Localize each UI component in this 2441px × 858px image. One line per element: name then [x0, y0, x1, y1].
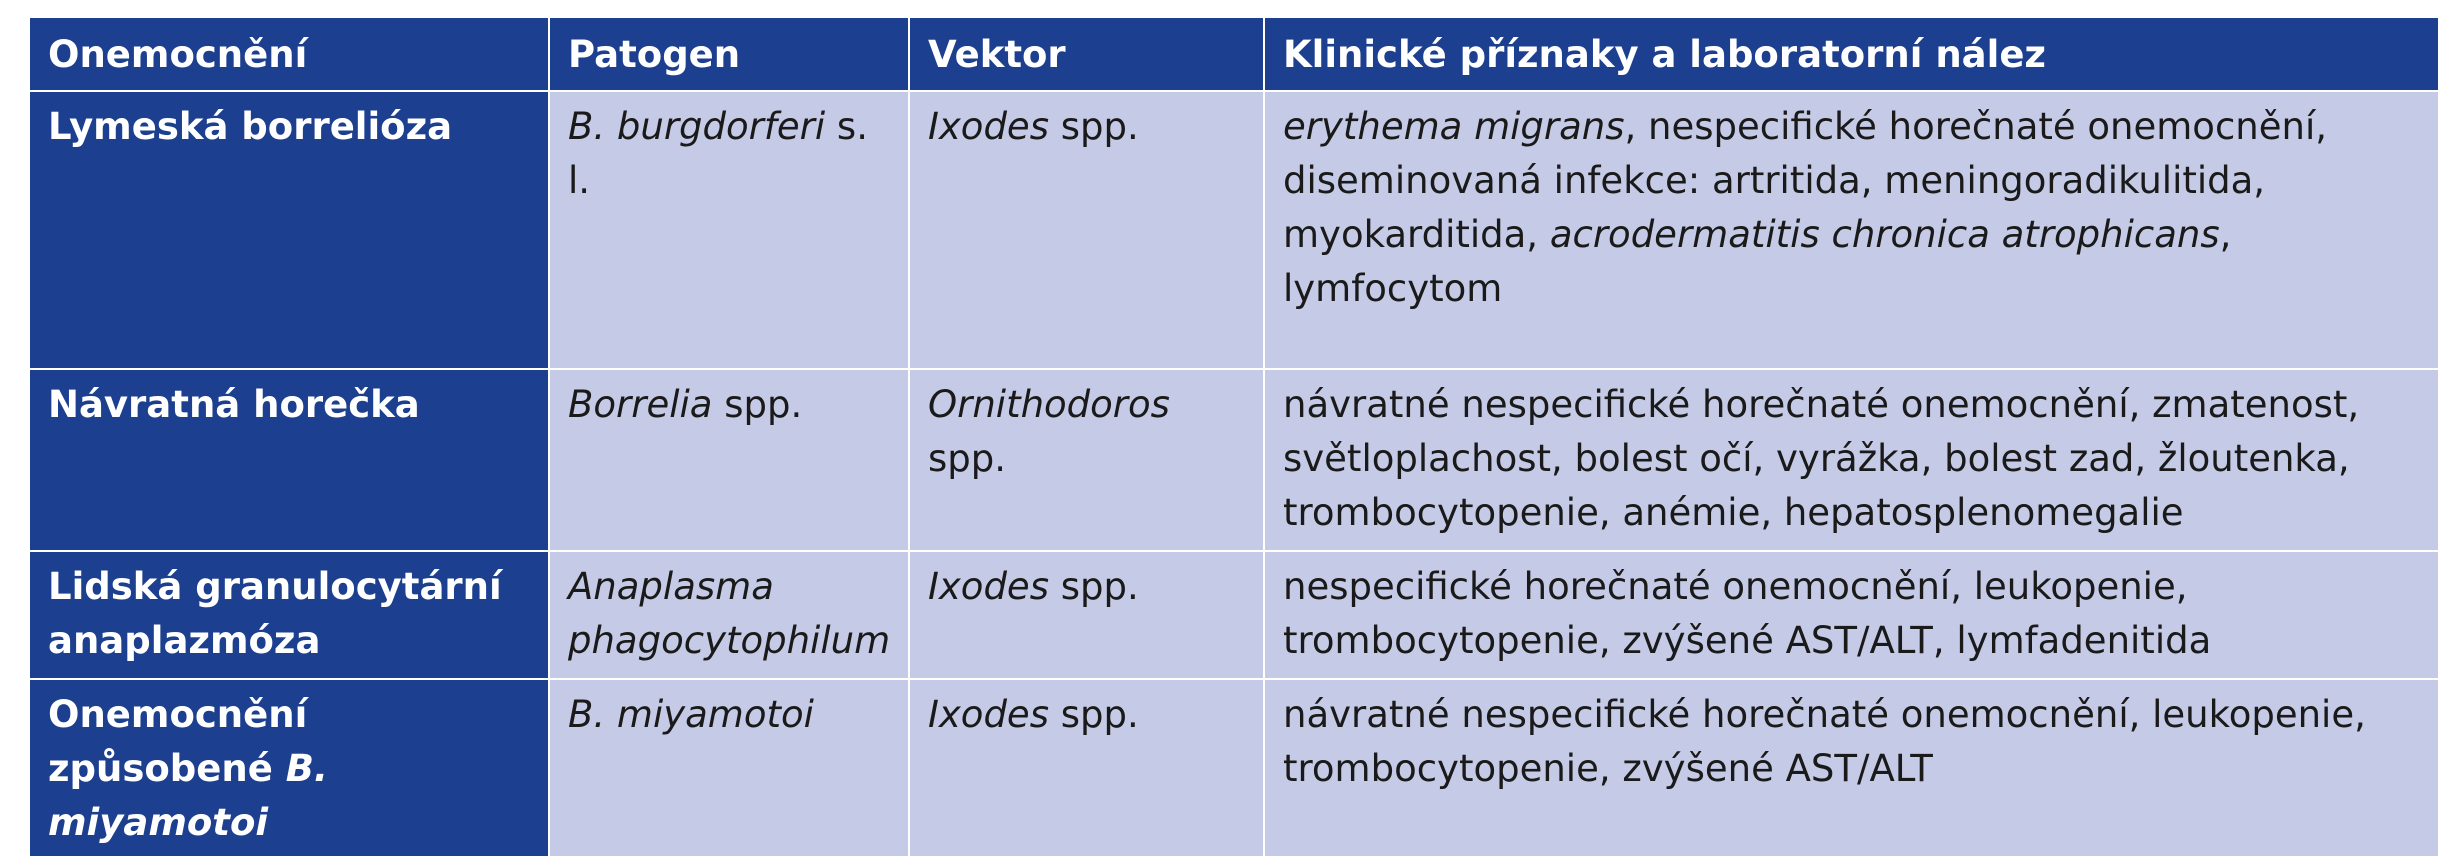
table-row: [30, 370, 2438, 552]
table-row: [30, 552, 2438, 680]
vector-name: Ornithodoros: [928, 383, 1170, 426]
disease-name: Lidská granulocytární anaplazmóza: [48, 565, 502, 662]
disease-name: Onemocnění způsobené: [48, 693, 308, 790]
vector-name: Ixodes: [928, 565, 1049, 608]
disease-cell: [30, 552, 550, 680]
disease-pathogen-name: B. miyamotoi: [48, 747, 328, 844]
pathogen-name: Borrelia: [568, 383, 713, 426]
table-row: [30, 92, 2438, 370]
header-vector: Vektor: [910, 18, 1265, 92]
tick-borne-diseases-table: [30, 18, 2438, 858]
clinical-cell: [1265, 92, 2438, 370]
pathogen-name: B. miyamotoi: [568, 693, 814, 736]
disease-cell: [30, 680, 550, 858]
clinical-text: , lymfocytom: [1283, 213, 2232, 310]
clinical-cell: návratné nespecifické horečnaté onemocnění, leukopenie, trombocytopenie, zvýšené AST/ALT: [1265, 680, 2438, 858]
vector-cell: [910, 552, 1265, 680]
clinical-text: , nespecifické horečnaté onemocnění, diseminovaná infekce: artritida, meningoradikulitida, myokarditida,: [1283, 105, 2327, 256]
vector-name: Ixodes: [928, 693, 1049, 736]
vector-name: Ixodes: [928, 105, 1049, 148]
pathogen-cell: [550, 92, 910, 370]
header-disease: Onemocnění: [30, 18, 550, 92]
vector-cell: [910, 92, 1265, 370]
vector-cell: [910, 370, 1265, 552]
disease-name: Návratná horečka: [48, 383, 420, 426]
vector-suffix: spp.: [928, 437, 1007, 480]
clinical-cell: nespecifické horečnaté onemocnění, leukopenie, trombocytopenie, zvýšené AST/ALT, lymfadenitida: [1265, 552, 2438, 680]
vector-suffix: spp.: [1048, 105, 1139, 148]
pathogen-name: B. burgdorferi: [568, 105, 826, 148]
table-row: [30, 680, 2438, 858]
pathogen-suffix: s. l.: [568, 105, 868, 202]
pathogen-cell: [550, 680, 910, 858]
disease-cell: [30, 92, 550, 370]
pathogen-suffix: spp.: [712, 383, 803, 426]
header-row: [30, 18, 2438, 92]
header-pathogen: Patogen: [550, 18, 910, 92]
disease-name: Lymeská borrelióza: [48, 105, 453, 148]
vector-suffix: spp.: [1048, 565, 1139, 608]
vector-suffix: spp.: [1048, 693, 1139, 736]
clinical-term: erythema migrans: [1283, 105, 1625, 148]
vector-cell: [910, 680, 1265, 858]
clinical-cell: návratné nespecifické horečnaté onemocnění, zmatenost, světloplachost, bolest očí, vyrážka, bolest zad, žloutenka, trombocytopenie, anémie, hepatosplenomegalie: [1265, 370, 2438, 552]
clinical-term: acrodermatitis chronica atrophicans: [1549, 213, 2220, 256]
pathogen-cell: [550, 370, 910, 552]
table-container: [30, 18, 2438, 858]
pathogen-name: Anaplasma phagocytophilum: [568, 565, 891, 662]
pathogen-cell: [550, 552, 910, 680]
disease-cell: [30, 370, 550, 552]
header-clinical: Klinické příznaky a laboratorní nález: [1265, 18, 2438, 92]
